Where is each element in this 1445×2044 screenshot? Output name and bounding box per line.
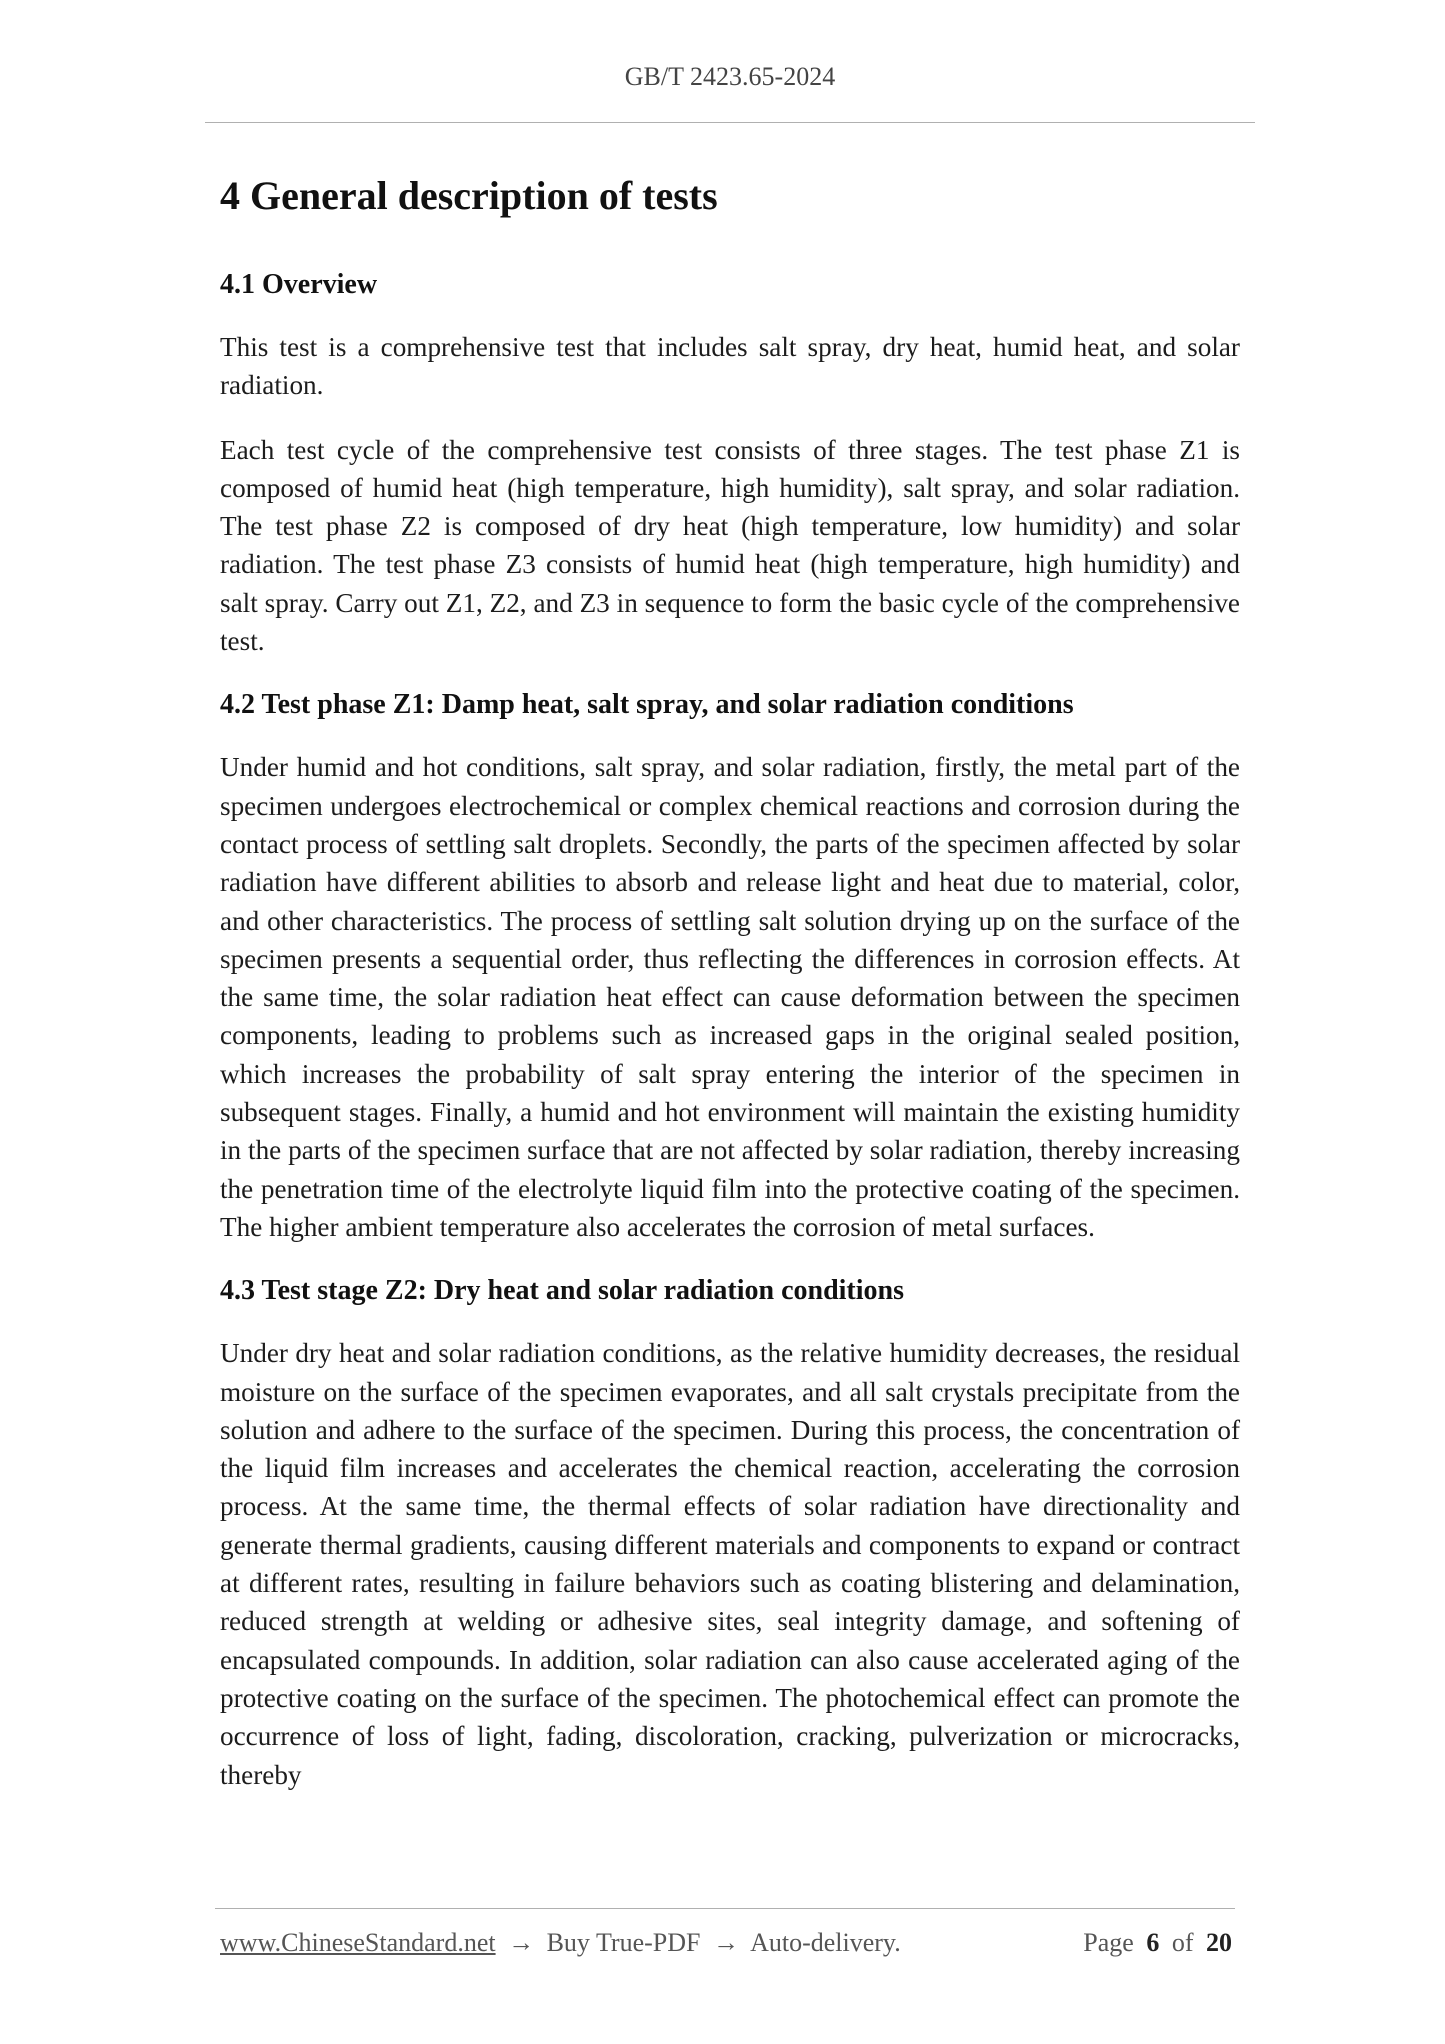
- footer-divider: [215, 1908, 1235, 1909]
- page-number: [1077, 1928, 1232, 1958]
- section-heading: 4.2 Test phase Z1: Damp heat, salt spray, and solar radiation conditions: [220, 689, 1074, 721]
- page-footer: [220, 1928, 1232, 1958]
- header-divider: [205, 122, 1255, 123]
- arrow-right-icon: →: [713, 1928, 739, 1957]
- buy-true-pdf-text: Buy True-PDF: [546, 1928, 701, 1957]
- page-current: 6: [1146, 1928, 1160, 1957]
- section-overview: [220, 266, 1240, 660]
- footer-promo: [220, 1928, 901, 1958]
- page-total: 20: [1206, 1928, 1232, 1957]
- section-test-phase-z1: [220, 686, 1240, 1246]
- arrow-right-icon: →: [508, 1928, 535, 1957]
- section-heading: 4.1 Overview: [220, 269, 378, 300]
- site-link[interactable]: www.ChineseStandard.net: [220, 1928, 496, 1957]
- paragraph: Under humid and hot conditions, salt spray, and solar radiation, firstly, the metal part of the specimen undergoes electrochemical or complex chemical reactions and corrosion during the contact process of settling salt droplets. Secondly, the parts of the specimen affected by solar radiation have different abilities to absorb and release light and heat due to material, color, and other characteristics. The process of settling salt solution drying up on the surface of the specimen presents a sequential order, thus reflecting the differences in corrosion effects. At the same time, the solar radiation heat effect can cause deformation between the specimen components, leading to problems such as increased gaps in the original sealed position, which increases the probability of salt spray entering the interior of the specimen in subsequent stages. Finally, a humid and hot environment will maintain the existing humidity in the parts of the specimen surface that are not affected by solar radiation, thereby increasing the penetration time of the electrolyte liquid film into the protective coating of the specimen. The higher ambient temperature also accelerates the corrosion of metal surfaces.: [220, 752, 1240, 1242]
- auto-delivery-text: Auto-delivery.: [750, 1928, 901, 1957]
- paragraph: Under dry heat and solar radiation conditions, as the relative humidity decreases, the residual moisture on the surface of the specimen evaporates, and all salt crystals precipitate from the solution and adhere to the surface of the specimen. During this process, the concentration of the liquid film increases and accelerates the chemical reaction, accelerating the corrosion process. At the same time, the thermal effects of solar radiation have directionality and generate thermal gradients, causing different materials and components to expand or contract at different rates, resulting in failure behaviors such as coating blistering and delamination, reduced strength at welding or adhesive sites, seal integrity damage, and softening of encapsulated compounds. In addition, solar radiation can also cause accelerated aging of the protective coating on the surface of the specimen. The photochemical effect can promote the occurrence of loss of light, fading, discoloration, cracking, pulverization or microcracks, thereby: [220, 1338, 1240, 1790]
- document-id-header: GB/T 2423.65-2024: [624, 62, 836, 91]
- page-of-label: of: [1171, 1928, 1194, 1957]
- page-label: Page: [1083, 1928, 1134, 1957]
- section-test-stage-z2: [220, 1272, 1240, 1794]
- section-heading: 4.3 Test stage Z2: Dry heat and solar radiation conditions: [220, 1275, 904, 1307]
- page-content: [220, 168, 1240, 1820]
- paragraph: This test is a comprehensive test that includes salt spray, dry heat, humid heat, and solar radiation.: [220, 332, 1240, 401]
- paragraph: Each test cycle of the comprehensive test consists of three stages. The test phase Z1 is composed of humid heat (high temperature, high humidity), salt spray, and solar radiation. The test phase Z2 is composed of dry heat (high temperature, low humidity) and solar radiation. The test phase Z3 consists of humid heat (high temperature, high humidity) and salt spray. Carry out Z1, Z2, and Z3 in sequence to form the basic cycle of the comprehensive test.: [220, 434, 1240, 657]
- chapter-title: 4 General description of tests: [220, 173, 718, 218]
